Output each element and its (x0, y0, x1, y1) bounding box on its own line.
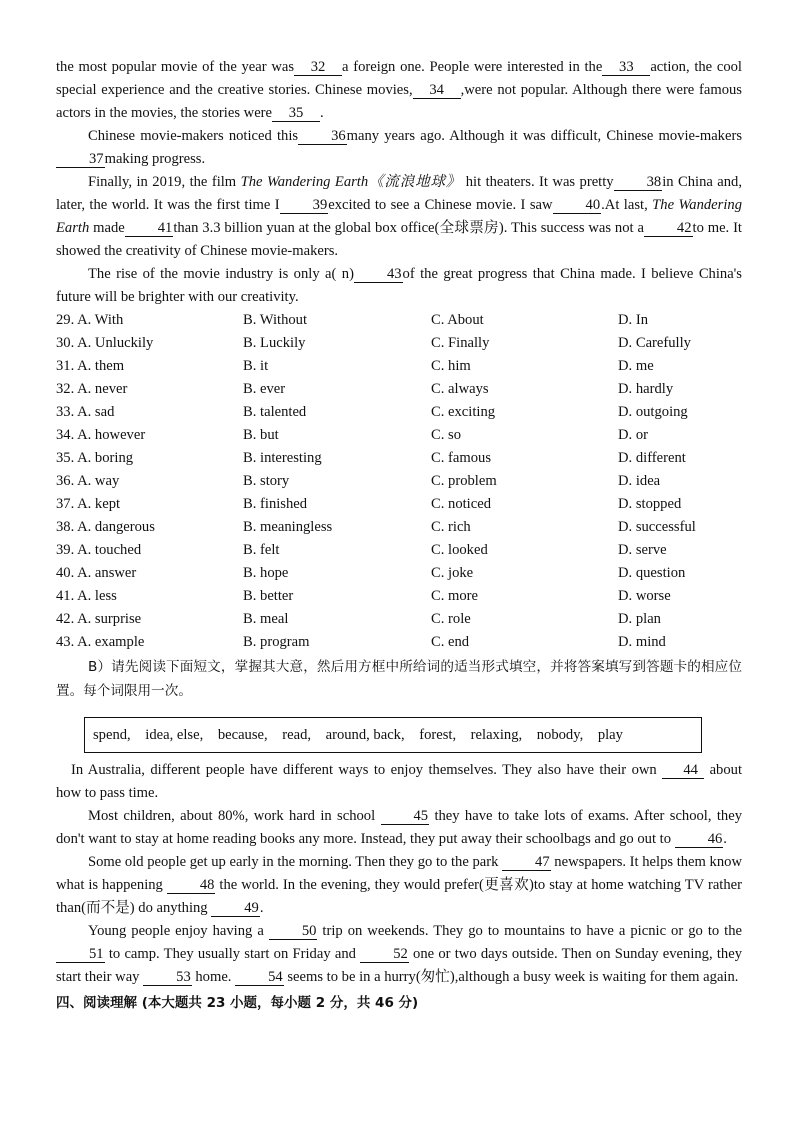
option-b[interactable]: B. but (243, 427, 279, 443)
option-c[interactable]: C. exciting (431, 404, 496, 420)
option-row (56, 355, 742, 378)
blank-47[interactable]: 47 (502, 854, 551, 871)
blank-42[interactable]: 42 (644, 220, 693, 237)
option-row (56, 332, 742, 355)
option-d[interactable]: D. mind (618, 634, 666, 650)
option-b[interactable]: B. meal (243, 611, 289, 627)
blank-54[interactable]: 54 (235, 969, 284, 986)
blank-37[interactable]: 37 (56, 151, 105, 168)
film-title: The Wandering Earth《流浪地球》 (240, 174, 462, 190)
question-number: 42. (56, 611, 75, 627)
text: of the great progress that China made. I believe China's future will be brighter with our creativity. (56, 266, 742, 305)
option-text: A. them (77, 358, 125, 374)
text: Young people enjoy having a (88, 923, 269, 939)
blank-51[interactable]: 51 (56, 946, 105, 963)
text: Some old people get up early in the morning. Then they go to the park (88, 854, 503, 870)
text: seems to be in a hurry(匆忙),although a busy week is waiting for them again. (283, 969, 739, 985)
option-row (56, 401, 742, 424)
passage-a-paragraph-2 (56, 125, 742, 171)
text: . (259, 900, 264, 916)
option-b[interactable]: B. meaningless (243, 519, 333, 535)
option-row (56, 378, 742, 401)
text: than 3.3 billion yuan at the global box office(全球票房). This success was not a (173, 220, 644, 236)
option-c[interactable]: C. famous (431, 450, 491, 466)
text: in China and, later, the world. It was the first time I (56, 174, 743, 213)
text: In Australia, different people have different ways to enjoy themselves. They also have their own (71, 762, 663, 778)
option-row (56, 562, 742, 585)
option-c[interactable]: C. always (431, 381, 489, 397)
option-text: A. With (77, 312, 124, 328)
text: the world. In the evening, they would prefer(更喜欢)to stay at home watching TV rather than(而不是) do anything (56, 877, 742, 916)
option-c[interactable]: C. problem (431, 473, 497, 489)
text: making progress. (104, 151, 206, 167)
word-box (84, 717, 702, 753)
section-4-heading: 四、阅读理解 (本大题共 23 小题，每小题 2 分，共 46 分) (56, 995, 419, 1011)
option-d[interactable]: D. idea (618, 473, 661, 489)
option-b[interactable]: B. story (243, 473, 290, 489)
answer-options (56, 309, 742, 654)
option-d[interactable]: D. me (618, 358, 654, 374)
option-row (56, 631, 742, 654)
section-b-instruction: B）请先阅读下面短文，掌握其大意，然后用方框中所给词的适当形式填空，并将答案填写到答题卡的相应位置。每个词限用一次。 (56, 659, 742, 699)
text: to camp. They usually start on Friday and (104, 946, 361, 962)
option-c[interactable]: C. him (431, 358, 471, 374)
text: .At last, (601, 197, 653, 213)
blank-33[interactable]: 33 (602, 59, 650, 76)
option-a[interactable] (56, 355, 243, 378)
option-b[interactable]: B. it (243, 358, 269, 374)
blank-52[interactable]: 52 (360, 946, 409, 963)
option-c[interactable]: C. role (431, 611, 471, 627)
blank-39[interactable]: 39 (280, 197, 329, 214)
text: trip on weekends. They go to mountains to have a picnic or go to the (317, 923, 743, 939)
option-text: A. however (77, 427, 146, 443)
option-b[interactable]: B. program (243, 634, 310, 650)
blank-44[interactable]: 44 (662, 762, 704, 779)
option-a[interactable] (56, 562, 243, 585)
option-text: A. touched (77, 542, 142, 558)
option-a[interactable] (56, 309, 243, 332)
option-row (56, 447, 742, 470)
option-text: A. sad (77, 404, 115, 420)
option-text: A. Unluckily (77, 335, 154, 351)
option-a[interactable] (56, 608, 243, 631)
option-row (56, 493, 742, 516)
text: Chinese movie-makers noticed this (88, 128, 299, 144)
option-text: A. example (77, 634, 145, 650)
blank-41[interactable]: 41 (125, 220, 174, 237)
option-row (56, 516, 742, 539)
text: made (89, 220, 125, 236)
option-c[interactable]: C. so (431, 427, 462, 443)
text: excited to see a Chinese movie. I saw (328, 197, 553, 213)
option-c[interactable]: C. noticed (431, 496, 491, 512)
question-number: 34. (56, 427, 75, 443)
question-number: 29. (56, 312, 75, 328)
option-d[interactable]: D. Carefully (618, 335, 691, 351)
option-a[interactable] (56, 585, 243, 608)
blank-53[interactable]: 53 (143, 969, 192, 986)
option-b[interactable]: B. hope (243, 565, 289, 581)
option-c[interactable]: C. end (431, 634, 470, 650)
option-b[interactable]: B. finished (243, 496, 308, 512)
option-d[interactable]: D. hardly (618, 381, 674, 397)
text: The rise of the movie industry is only a( n) (88, 266, 354, 282)
text: action, the cool special experience and the creative stories. Chinese movies, (56, 59, 742, 98)
option-text: A. way (77, 473, 120, 489)
question-number: 38. (56, 519, 75, 535)
option-d[interactable]: D. plan (618, 611, 661, 627)
question-number: 37. (56, 496, 75, 512)
passage-a-paragraph-1 (56, 56, 742, 125)
question-number: 31. (56, 358, 75, 374)
option-d[interactable]: D. outgoing (618, 404, 688, 420)
text: hit theaters. It was pretty (461, 174, 614, 190)
passage-b-paragraph-2 (56, 805, 742, 851)
question-number: 32. (56, 381, 75, 397)
option-d[interactable]: D. question (618, 565, 686, 581)
text: . (320, 105, 324, 121)
blank-35[interactable]: 35 (272, 105, 320, 122)
blank-48[interactable]: 48 (167, 877, 216, 894)
option-d[interactable]: D. different (618, 450, 686, 466)
option-d[interactable]: D. In (618, 312, 648, 328)
option-c[interactable]: C. looked (431, 542, 488, 558)
option-b[interactable]: B. Without (243, 312, 308, 328)
option-text: A. boring (77, 450, 134, 466)
option-b[interactable]: B. felt (243, 542, 280, 558)
question-number: 39. (56, 542, 75, 558)
blank-34[interactable]: 34 (413, 82, 461, 99)
word-box-words: spend, idea, else, because, read, around, back, forest, relaxing, nobody, play (93, 726, 623, 743)
option-d[interactable]: D. worse (618, 588, 671, 604)
blank-36[interactable]: 36 (298, 128, 347, 145)
option-c[interactable]: C. rich (431, 519, 471, 535)
passage-a-paragraph-3 (56, 171, 742, 263)
question-number: 33. (56, 404, 75, 420)
option-a[interactable] (56, 493, 243, 516)
option-d[interactable]: D. stopped (618, 496, 682, 512)
option-b[interactable]: B. talented (243, 404, 307, 420)
option-b[interactable]: B. better (243, 588, 294, 604)
passage-b-paragraph-3 (56, 851, 742, 920)
blank-40[interactable]: 40 (553, 197, 602, 214)
option-b[interactable]: B. ever (243, 381, 286, 397)
option-row (56, 608, 742, 631)
blank-50[interactable]: 50 (269, 923, 318, 940)
option-a[interactable] (56, 401, 243, 424)
text: home. (191, 969, 236, 985)
option-row (56, 585, 742, 608)
option-row (56, 309, 742, 332)
text: Most children, about 80%, work hard in school (88, 808, 381, 824)
option-text: A. surprise (77, 611, 142, 627)
option-row (56, 539, 742, 562)
option-b[interactable]: B. Luckily (243, 335, 306, 351)
text: many years ago. Although it was difficult, Chinese movie-makers (346, 128, 742, 144)
question-number: 40. (56, 565, 75, 581)
blank-43[interactable]: 43 (354, 266, 403, 283)
option-a[interactable] (56, 516, 243, 539)
text: to me. It showed the creativity of Chinese movie-makers. (56, 220, 742, 259)
option-row (56, 424, 742, 447)
option-a[interactable] (56, 470, 243, 493)
text: Finally, in 2019, the film (88, 174, 241, 190)
option-text: A. dangerous (77, 519, 155, 535)
blank-45[interactable]: 45 (381, 808, 430, 825)
option-c[interactable]: C. Finally (431, 335, 490, 351)
question-number: 36. (56, 473, 75, 489)
text: the most popular movie of the year was (56, 59, 295, 75)
blank-49[interactable]: 49 (211, 900, 260, 917)
text: . (723, 831, 727, 847)
option-c[interactable]: C. more (431, 588, 479, 604)
option-d[interactable]: D. successful (618, 519, 696, 535)
option-a[interactable] (56, 378, 243, 401)
blank-38[interactable]: 38 (614, 174, 663, 191)
text: they have to take lots of exams. After school, they don't want to stay at home reading books any more. Instead, they put away their schoolbags and go out to (56, 808, 742, 847)
text: about how to pass time. (56, 762, 743, 801)
option-d[interactable]: D. or (618, 427, 648, 443)
exam-page (56, 56, 742, 1015)
option-text: A. never (77, 381, 128, 397)
option-a[interactable] (56, 539, 243, 562)
option-a[interactable] (56, 631, 243, 654)
passage-a-paragraph-4 (56, 263, 742, 309)
option-text: A. less (77, 588, 117, 604)
question-number: 41. (56, 588, 75, 604)
question-number: 43. (56, 634, 75, 650)
option-row (56, 470, 742, 493)
blank-46[interactable]: 46 (675, 831, 724, 848)
question-number: 30. (56, 335, 75, 351)
text: newspapers. It helps them know what is happening (56, 854, 742, 893)
passage-b-paragraph-1 (56, 759, 742, 805)
option-text: A. kept (77, 496, 121, 512)
option-a[interactable] (56, 332, 243, 355)
option-text: A. answer (77, 565, 137, 581)
passage-b-paragraph-4 (56, 920, 742, 989)
option-b[interactable]: B. interesting (243, 450, 322, 466)
text: ,were not popular. Although there were famous actors in the movies, the stories were (56, 82, 742, 121)
option-a[interactable] (56, 424, 243, 447)
option-a[interactable] (56, 447, 243, 470)
option-c[interactable]: C. About (431, 312, 484, 328)
option-c[interactable]: C. joke (431, 565, 474, 581)
blank-32[interactable]: 32 (294, 59, 342, 76)
film-title: The Wandering Earth (56, 197, 742, 236)
text: one or two days outside. Then on Sunday evening, they start their way (56, 946, 742, 985)
option-d[interactable]: D. serve (618, 542, 667, 558)
question-number: 35. (56, 450, 75, 466)
text: a foreign one. People were interested in the (342, 59, 603, 75)
